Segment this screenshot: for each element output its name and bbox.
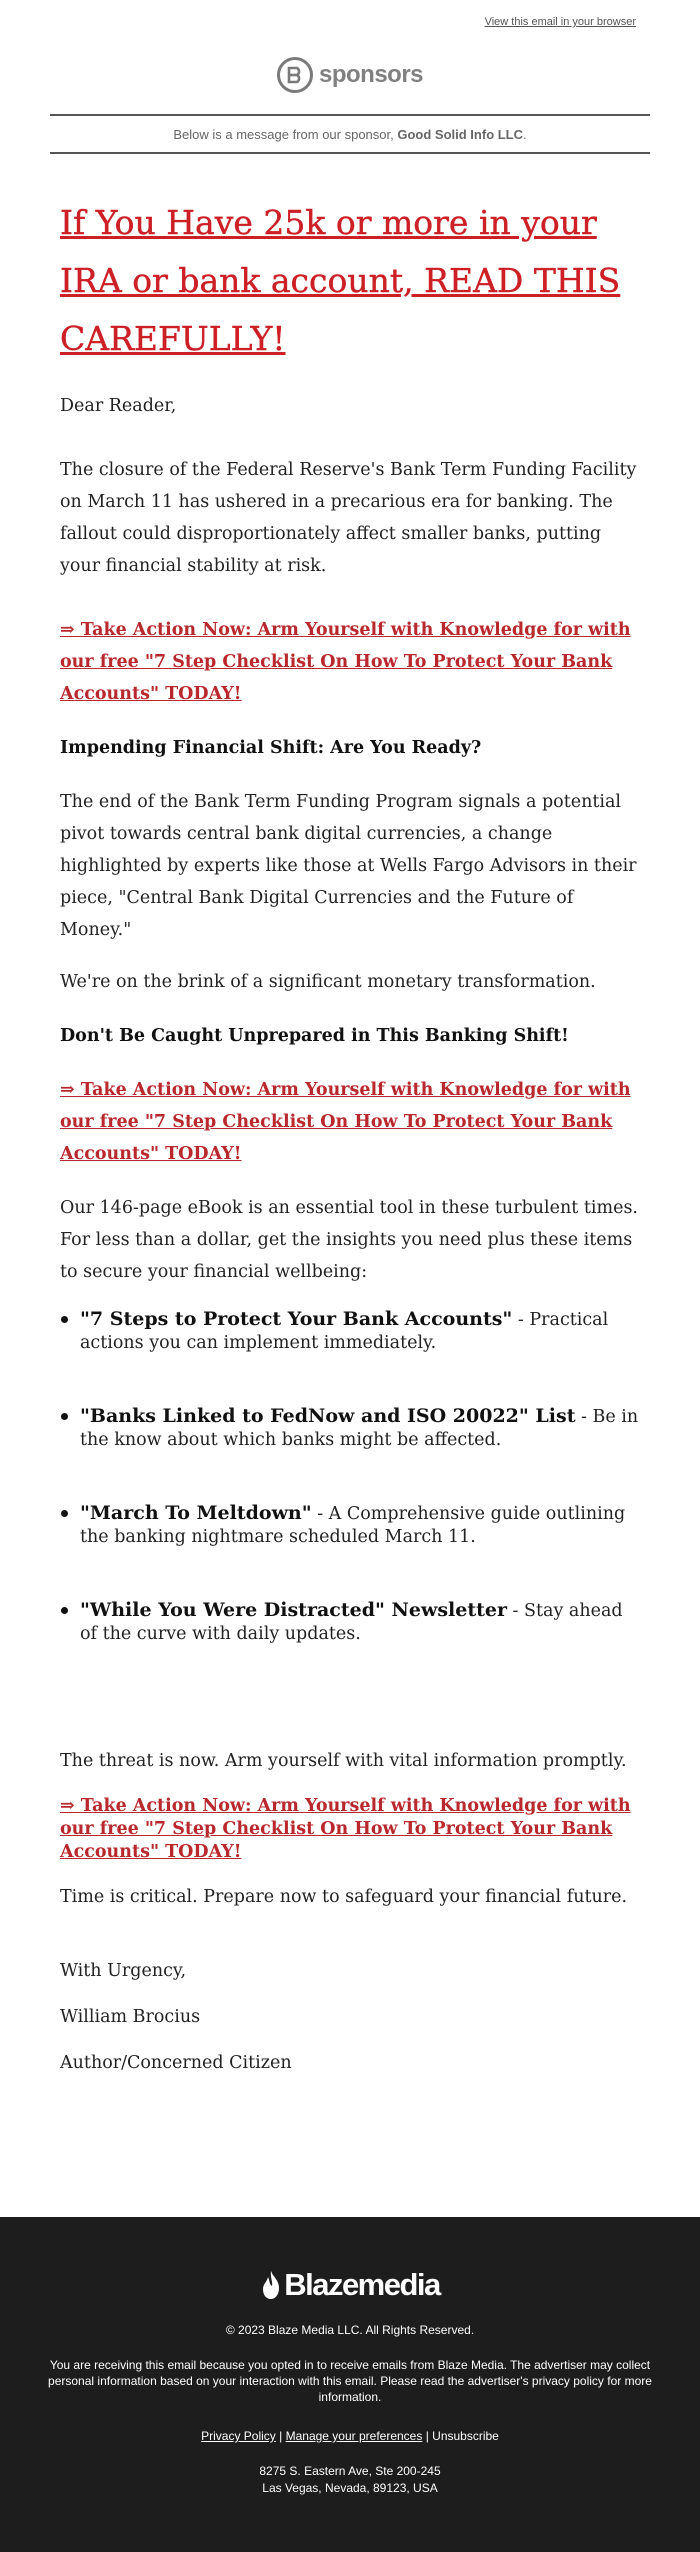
footer-notice: You are receiving this email because you opted in to receive emails from Blaze Media. The advertiser may collect personal information based on your interaction with this email. Please read the advertiser's privacy policy for more information. <box>48 2358 652 2404</box>
footer <box>0 2217 700 2552</box>
blaze-media-logo <box>0 2267 700 2303</box>
footer-copyright: © 2023 Blaze Media LLC. All Rights Reserved. <box>225 2323 475 2337</box>
link-separator: | <box>275 2429 286 2443</box>
list-item <box>80 1599 640 1646</box>
cta-link-1[interactable]: ⇒ Take Action Now: Arm Yourself with Knowledge for with our free "7 Step Checklist On How To Protect Your Bank Accounts" TODAY! <box>60 620 631 704</box>
list-item-desc: - Practical actions you can implement immediately. <box>80 1310 609 1353</box>
list-item-desc: - A Comprehensive guide outlining the banking nightmare scheduled March 11. <box>80 1504 626 1547</box>
footer-address <box>0 2463 700 2497</box>
footer-links <box>0 2429 700 2443</box>
message-body <box>60 194 640 2079</box>
sponsor-name: Good Solid Info LLC <box>397 126 524 142</box>
paragraph-ebook: Our 146-page eBook is an essential tool in these turbulent times. For less than a dollar, get the insights you need plus these items to secure your financial wellbeing: <box>60 1198 638 1282</box>
paragraph-bank-term: The end of the Bank Term Funding Program signals a potential pivot towards central bank digital currencies, a change highlighted by experts like those at Wells Fargo Advisors in their piece, "Central Bank Digital Currencies and the Future of Money." <box>60 792 637 940</box>
list-item-desc: - Be in the know about which banks might be affected. <box>80 1407 639 1450</box>
link-separator: | <box>422 2429 433 2443</box>
list-item <box>80 1405 640 1452</box>
manage-preferences-link[interactable]: Manage your preferences <box>285 2429 423 2443</box>
signoff: With Urgency, <box>60 1961 187 1981</box>
paragraph-threat: The threat is now. Arm yourself with vital information promptly. <box>60 1751 627 1771</box>
privacy-policy-link[interactable]: Privacy Policy <box>201 2429 276 2443</box>
list-item-title: "Banks Linked to FedNow and ISO 20022" List <box>80 1405 576 1427</box>
list-item-title: "7 Steps to Protect Your Bank Accounts" <box>80 1308 513 1330</box>
blaze-media-logo-text: Blazemedia <box>284 2267 440 2302</box>
subhead-impending-shift: Impending Financial Shift: Are You Ready? <box>60 738 482 758</box>
unsubscribe-link[interactable]: Unsubscribe <box>432 2429 499 2443</box>
paragraph-brink: We're on the brink of a significant monetary transformation. <box>60 972 596 992</box>
greeting: Dear Reader, <box>60 396 177 416</box>
list-item-title: "While You Were Distracted" Newsletter <box>80 1599 507 1621</box>
list-item-title: "March To Meltdown" <box>80 1502 312 1524</box>
top-bar <box>0 0 700 48</box>
sponsor-suffix: . <box>523 126 527 142</box>
signer-title: Author/Concerned Citizen <box>60 2053 292 2073</box>
blaze-flame-icon <box>260 2270 282 2300</box>
cta-link-3[interactable]: ⇒ Take Action Now: Arm Yourself with Knowledge for with our free "7 Step Checklist On How To Protect Your Bank Accounts" TODAY! <box>60 1796 631 1862</box>
cta-link-2[interactable]: ⇒ Take Action Now: Arm Yourself with Knowledge for with our free "7 Step Checklist On How To Protect Your Bank Accounts" TODAY! <box>60 1080 631 1164</box>
address-line-2: Las Vegas, Nevada, 89123, USA <box>262 2481 438 2495</box>
sponsors-logo-icon <box>277 57 313 93</box>
address-line-1: 8275 S. Eastern Ave, Ste 200-245 <box>259 2464 441 2478</box>
subhead-dont-be-caught: Don't Be Caught Unprepared in This Banking Shift! <box>60 1026 569 1046</box>
sponsor-prefix: Below is a message from our sponsor, <box>173 126 394 142</box>
list-item <box>80 1308 640 1355</box>
sponsors-logo-text: sponsors <box>318 61 424 88</box>
list-item-desc: - Stay ahead of the curve with daily updates. <box>80 1601 623 1644</box>
offer-list <box>60 1308 640 1646</box>
signer-name: William Brocius <box>60 2007 201 2027</box>
view-in-browser-link[interactable]: View this email in your browser <box>484 16 636 28</box>
list-item <box>80 1502 640 1549</box>
sponsors-logo <box>0 48 700 102</box>
sponsor-notice <box>50 114 650 154</box>
intro-paragraph: The closure of the Federal Reserve's Bank Term Funding Facility on March 11 has ushered in a precarious era for banking. The fallout could disproportionately affect smaller banks, putting your financial stability at risk. <box>60 460 637 576</box>
headline-link[interactable]: If You Have 25k or more in your IRA or bank account, READ THIS CAREFULLY! <box>60 203 621 358</box>
paragraph-time-critical: Time is critical. Prepare now to safeguard your financial future. <box>60 1887 628 1907</box>
